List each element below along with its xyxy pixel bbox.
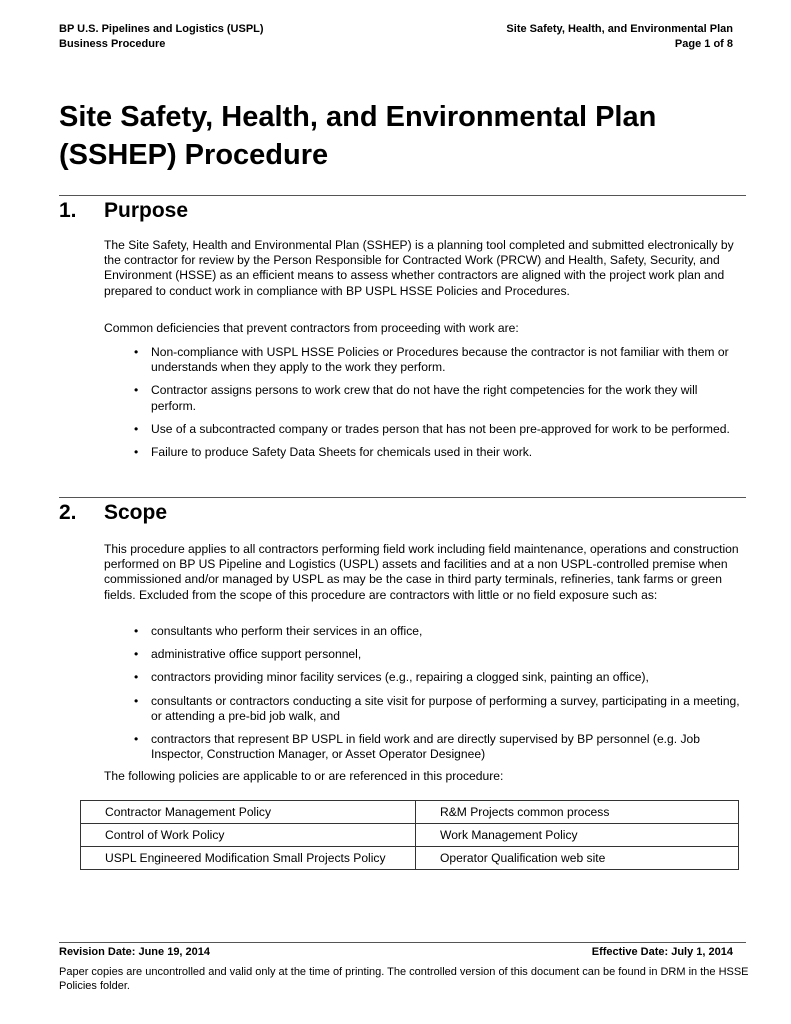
header-left: [59, 22, 264, 52]
footer-divider: [59, 942, 746, 943]
table-cell: Work Management Policy: [416, 824, 739, 847]
section-1-number: 1.: [59, 199, 77, 222]
header-doc-title: Site Safety, Health, and Environmental Plan: [506, 23, 733, 35]
exclusions-list: [104, 624, 744, 770]
section-2-heading: Scope: [104, 501, 168, 524]
list-item: • Contractor assigns persons to work crew that do not have the right competencies for the work they will perform.: [104, 383, 744, 413]
list-item: • contractors that represent BP USPL in field work and are directly supervised by BP personnel (e.g. Job Inspector, Construction Manager, or Asset Operator Designee): [104, 732, 744, 762]
deficiencies-lead: Common deficiencies that prevent contractors from proceeding with work are:: [104, 321, 519, 335]
list-item: • Non-compliance with USPL HSSE Policies or Procedures because the contractor is not familiar with them or understands when they apply to the work they perform.: [104, 345, 744, 375]
header-org: BP U.S. Pipelines and Logistics (USPL): [59, 23, 264, 35]
section-1-heading: Purpose: [104, 199, 189, 222]
list-item: • contractors providing minor facility services (e.g., repairing a clogged sink, painting an office),: [104, 670, 744, 685]
list-item: • Failure to produce Safety Data Sheets for chemicals used in their work.: [104, 445, 744, 460]
list-item: • administrative office support personnel,: [104, 647, 744, 662]
table-row: [81, 801, 739, 824]
scope-paragraph: This procedure applies to all contractors performing field work including field maintenance, operations and construction performed on BP US Pipeline and Logistics (USPL) assets and facilities and at a non USPL-controlled premise when commissioned and/or managed by USPL as may be the case in third party terminals, refineries, tank farms or green fields. Excluded from the scope of this procedure are contractors with little or no field exposure such as:: [104, 542, 739, 602]
table-cell: Contractor Management Policy: [81, 801, 416, 824]
section-2-number: 2.: [59, 501, 77, 524]
header-right: [506, 22, 733, 52]
purpose-paragraph: The Site Safety, Health and Environmental Plan (SSHEP) is a planning tool completed and submitted electronically by the contractor for review by the Person Responsible for Contracted Work (PRCW) and Health, Safety, Security, and Environment (HSSE) as an efficient means to assess whether contractors are aligned with the project work plan and prepared to conduct work in compliance with BP USPL HSSE Policies and Procedures.: [104, 238, 734, 298]
header-page-number: Page 1 of 8: [674, 38, 733, 50]
table-cell: Operator Qualification web site: [416, 847, 739, 870]
list-item: • consultants or contractors conducting a site visit for purpose of performing a survey, participating in a meeting, or attending a pre-bid job walk, and: [104, 694, 744, 724]
table-row: [81, 824, 739, 847]
section-divider: [59, 497, 746, 498]
table-cell: R&M Projects common process: [416, 801, 739, 824]
document-title-line2: (SSHEP) Procedure: [59, 139, 329, 171]
footer-note: Paper copies are uncontrolled and valid only at the time of printing. The controlled version of this document can be found in DRM in the HSSE Policies folder.: [59, 966, 749, 992]
document-title: [59, 98, 759, 174]
document-title-line1: Site Safety, Health, and Environmental Plan: [59, 101, 657, 133]
effective-date: Effective Date: July 1, 2014: [591, 946, 733, 958]
table-cell: Control of Work Policy: [81, 824, 416, 847]
list-item: • Use of a subcontracted company or trades person that has not been pre-approved for work to be performed.: [104, 422, 744, 437]
table-cell: USPL Engineered Modification Small Projects Policy: [81, 847, 416, 870]
list-item: • consultants who perform their services in an office,: [104, 624, 744, 639]
table-row: [81, 847, 739, 870]
policies-table: [80, 800, 739, 870]
section-divider: [59, 195, 746, 196]
header-doc-type: Business Procedure: [59, 38, 166, 50]
policies-lead: The following policies are applicable to or are referenced in this procedure:: [104, 769, 504, 783]
revision-date: Revision Date: June 19, 2014: [59, 946, 211, 958]
deficiencies-list: [104, 345, 744, 468]
